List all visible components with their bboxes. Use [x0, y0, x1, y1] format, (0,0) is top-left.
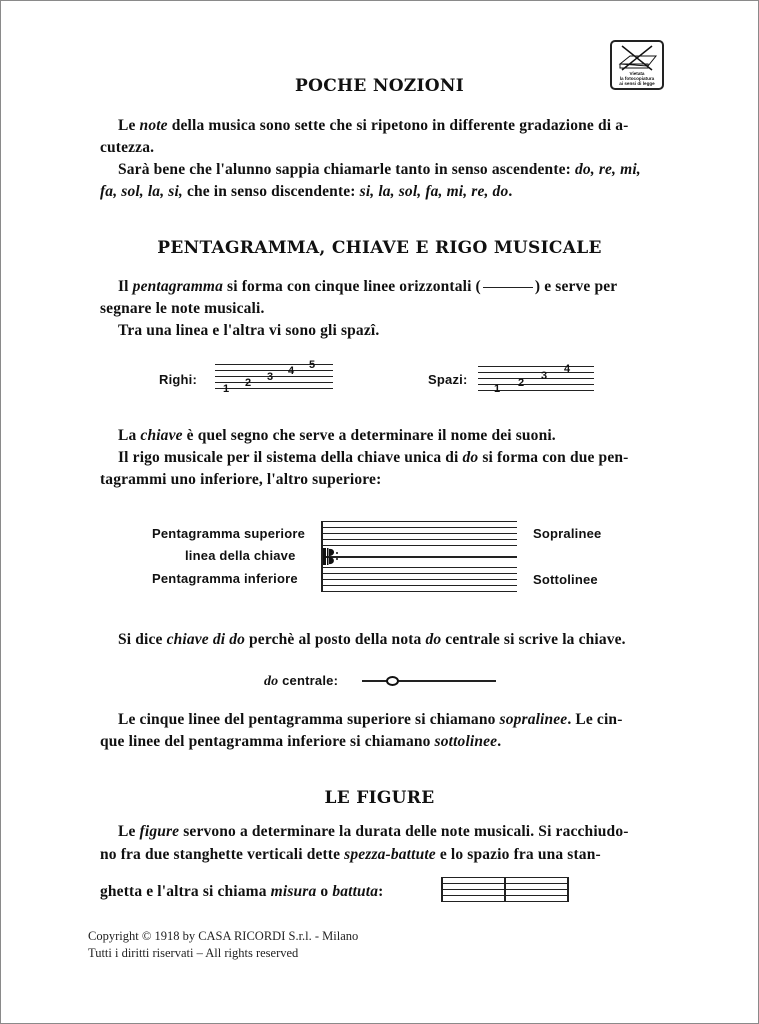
text: ghetta e l'altra si chiama: [100, 883, 271, 900]
upper-staff-line: [321, 527, 517, 528]
righi-staff: [215, 360, 333, 396]
text: Sarà bene che l'alunno sappia chiamarle tanto in senso ascendente:: [118, 161, 575, 178]
text: della musica sono sette che si ripetono in differente gradazione di a-: [167, 117, 629, 134]
upper-staff-line: [321, 533, 517, 534]
copyright-line: Copyright © 1918 by CASA RICORDI S.r.l. - Milano: [88, 929, 359, 943]
label-linea-della-chiave: linea della chiave: [185, 548, 296, 563]
text: .: [497, 733, 502, 750]
italic-term: chiave: [140, 427, 183, 444]
lower-staff-line: [321, 591, 517, 592]
upper-staff-line: [321, 545, 517, 546]
italic-term: figure: [139, 823, 180, 840]
staff-line: [478, 378, 594, 379]
spazi-label: Spazi:: [428, 372, 468, 387]
label-sottolinee: Sottolinee: [533, 572, 598, 587]
section-title-le-figure: LE FIGURE: [324, 788, 435, 808]
paragraph-line: [100, 180, 512, 203]
paragraph-line: cutezza.: [100, 139, 155, 156]
stamp-line: la fotocopiatura: [619, 76, 655, 81]
italic-term: misura: [270, 883, 317, 900]
paragraph-line: Tra una linea e l'altra vi sono gli spazî.: [118, 322, 380, 339]
ledger-line: [362, 680, 496, 682]
do-centrale-ledger: [362, 675, 496, 685]
text: centrale:: [278, 673, 339, 688]
paragraph-line: [118, 424, 556, 447]
text: servono a determinare la durata delle note musicali. Si racchiudo-: [179, 823, 629, 840]
staff-line: [215, 376, 333, 377]
barline: [504, 877, 506, 902]
space-number: 2: [518, 377, 525, 389]
text: Le: [118, 117, 140, 134]
italic-term: pentagramma: [132, 278, 224, 295]
paragraph-line: [118, 628, 626, 651]
italic-term: sopralinee: [499, 711, 568, 728]
label-sopralinee: Sopralinee: [533, 526, 602, 541]
crossed-copier-icon: [612, 42, 662, 72]
italic-term: note: [139, 117, 168, 134]
paragraph-line: [118, 158, 641, 181]
italic-term: spezza-battute: [344, 846, 436, 863]
spazi-staff: [478, 360, 594, 396]
barline: [567, 877, 569, 902]
staff-line: [478, 366, 594, 367]
stamp-line: Vietata: [629, 71, 645, 76]
paragraph-line: segnare le note musicali.: [100, 300, 265, 317]
line-number: 4: [288, 365, 295, 377]
italic-term: battuta: [332, 883, 379, 900]
label-pentagramma-inferiore: Pentagramma inferiore: [152, 571, 298, 586]
space-number: 3: [541, 370, 548, 382]
grand-staff: [321, 521, 517, 593]
staff-line: [215, 388, 333, 389]
space-number: 4: [564, 363, 571, 375]
text: La: [118, 427, 141, 444]
label-pentagramma-superiore: Pentagramma superiore: [152, 526, 306, 541]
space-number: 1: [494, 383, 501, 395]
italic-term: si, la, sol, fa, mi, re, do: [359, 183, 509, 200]
text: Le cinque linee del pentagramma superiore si chiamano: [118, 711, 500, 728]
whole-note-icon: [386, 676, 399, 686]
staff-line: [478, 372, 594, 373]
text: .: [508, 183, 513, 200]
text: centrale si scrive la chiave.: [441, 631, 626, 648]
line-number: 2: [245, 377, 252, 389]
staff-line: [215, 382, 333, 383]
italic-term: do: [462, 449, 479, 466]
paragraph-line: tagrammi uno inferiore, l'altro superiore:: [100, 471, 382, 488]
text: o: [316, 883, 333, 900]
section-title-pentagramma: PENTAGRAMMA, CHIAVE E RIGO MUSICALE: [157, 238, 602, 258]
measure-staff: [441, 877, 569, 905]
paragraph-line: [100, 730, 501, 753]
text: Le: [118, 823, 140, 840]
text: no fra due stanghette verticali dette: [100, 846, 345, 863]
text: ) e serve per: [534, 278, 618, 295]
italic-term: do, re, mi,: [575, 161, 641, 178]
text: si forma con cinque linee orizzontali (: [223, 278, 481, 295]
italic-term: fa, sol, la, si,: [100, 183, 183, 200]
paragraph-line: [118, 275, 617, 298]
paragraph-line: [100, 843, 601, 866]
staff-line: [215, 370, 333, 371]
upper-staff-line: [321, 539, 517, 540]
italic-term: do: [264, 674, 279, 689]
paragraph-line: [118, 820, 629, 843]
upper-staff-line: [321, 521, 517, 522]
do-centrale-label: [264, 669, 338, 693]
c-clef-icon: [323, 548, 339, 566]
section-title-poche-nozioni: POCHE NOZIONI: [295, 76, 464, 96]
horizontal-line-sample: [483, 287, 533, 288]
barline: [441, 877, 443, 902]
text: :: [378, 883, 384, 900]
clef-line: [321, 556, 517, 558]
line-number: 3: [267, 371, 274, 383]
text: que linee del pentagramma inferiore si chiamano: [100, 733, 435, 750]
italic-term: do: [425, 631, 442, 648]
lower-staff-line: [321, 585, 517, 586]
line-number: 5: [309, 359, 316, 371]
line-number: 1: [223, 383, 230, 395]
righi-label: Righi:: [159, 372, 198, 387]
text: è quel segno che serve a determinare il nome dei suoni.: [182, 427, 556, 444]
text: che in senso discendente:: [182, 183, 360, 200]
paragraph-line: [118, 708, 623, 731]
text: Il: [118, 278, 133, 295]
text: Si dice: [118, 631, 167, 648]
text: e lo spazio fra una stan-: [435, 846, 601, 863]
rights-line: Tutti i diritti riservati – All rights reserved: [88, 946, 299, 960]
lower-staff-line: [321, 573, 517, 574]
text: Il rigo musicale per il sistema della chiave unica di: [118, 449, 463, 466]
text: si forma con due pen-: [478, 449, 629, 466]
italic-term: sottolinee: [434, 733, 498, 750]
italic-term: chiave di do: [166, 631, 246, 648]
text: perchè al posto della nota: [245, 631, 426, 648]
lower-staff-line: [321, 567, 517, 568]
paragraph-line: [118, 446, 628, 469]
staff-line: [215, 364, 333, 365]
paragraph-line: [118, 114, 628, 137]
text: . Le cin-: [567, 711, 623, 728]
stamp-line: ai sensi di legge: [619, 81, 655, 86]
lower-staff-line: [321, 579, 517, 580]
paragraph-line: [100, 880, 383, 903]
